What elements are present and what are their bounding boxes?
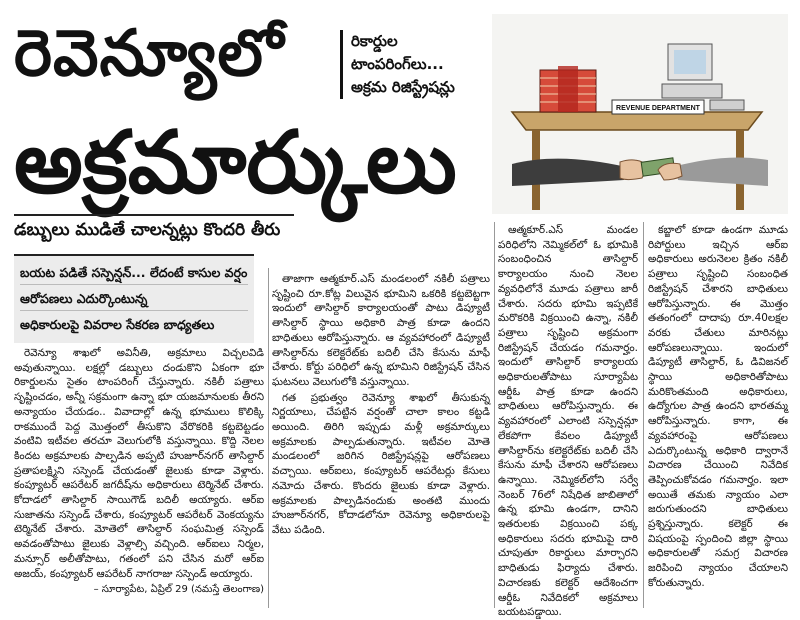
dateline: – సూర్యాపేట, ఏప్రిల్‌ 29 (నమస్తే తెలంగాణ) — [93, 584, 264, 596]
highlight-box — [14, 254, 254, 343]
headline-line-2: అక్రమార్కులు — [14, 113, 457, 213]
article-paragraph: రెవెన్యూ శాఖలో అవినీతి, అక్రమాలు విచ్చలవిడి అవుతున్నాయి. లక్షల్లో డబ్బులు దండుకొని ఏకంగా భూ రికార్డులను సైతం టాంపరింగ్‌ చేస్తున్నారు. నకిలీ పత్రాలు సృష్టించడం, అన్నీ సక్రమంగా ఉన్నా భూ యజమానులకు తీరని అన్యాయం చేయడం.. వివాదాల్లో ఉన్న భూములు కొలిక్కి రాకముందే పెద్ద మొత్తంలో తీసుకొని వేరొకరికి కట్టబెట్టడం వంటివి ఇటీవల తరచూ వెలుగులోకి వస్తున్నాయి. కొద్ది నెలల కిందట అక్రమాలకు పాల్పడిన అప్పటి హుజూర్‌నగర్‌ తాసిల్దార్‌ ప్రతాపలక్ష్మిని సస్పెండ్‌ చేయడంతో జైలుకు కూడా వెళ్లారు. కంప్యూటర్‌ ఆపరేటర్‌ జగదీష్‌ను అధికారులు టెర్మినేట్‌ చేశారు. కోదాడలో తాసిల్దార్‌ సాయిగౌడ్‌ బదిలీ అయ్యారు. ఆర్‌ఐ సుజాతను సస్పెండ్‌ చేశారు, కంప్యూటర్‌ ఆపరేటర్‌ వెంకయ్యను టెర్మినేట్‌ చేశారు. మోతెలో తాసిల్దార్‌ సంఘమిత్ర సస్పెండ్‌ అవడంతోపాటు జైలుకు వెళ్లాల్సి వచ్చింది. ఆర్‌ఐలు నిర్మల, మన్సూర్‌ అలీతోపాటు, గతంలో పని చేసిన మరో ఆర్‌ఐ అజయ్‌, కంప్యూటర్‌ ఆపరేటర్‌ నాగరాజు సస్పెండ్‌ అయ్యారు. — [14, 347, 264, 580]
highlight-line-3: అధికారులపై వివరాల సేకరణ బాధ్యతలు — [20, 317, 215, 332]
column-divider — [494, 222, 495, 608]
subheadline: డబ్బులు ముడితే చాలన్నట్లు కొందరి తీరు — [14, 220, 280, 244]
side-deck-line-1: రికార్డుల — [351, 32, 398, 50]
highlight-line-1: బయట పడితే సస్పెన్షన్‌... లేదంటే కాసుల వర్షం — [20, 262, 248, 285]
bribe-under-table-icon — [492, 14, 788, 214]
article-column-3 — [498, 223, 638, 619]
article-paragraph: గత ప్రభుత్వం రెవెన్యూ శాఖలో తీసుకున్న నిర్ణయాలు, చేపట్టిన వర్షంతో చాలా కాలం కట్టడి అయింది. తిరిగి ఇప్పుడు మళ్లీ అక్రమార్కులు అక్రమాలకు పాల్పడుతున్నారు. ఇటీవల మోతె మండలంలో జరిగిన రిజిస్ట్రేషన్లపై ఆరోపణలు వచ్చాయి. ఆర్‌ఐలు, కంప్యూటర్‌ ఆపరేటర్లు కేసులు నమోదు చేశారు. కొందరు జైలుకు కూడా వెళ్లారు. అక్రమాలకు పాల్పడినందుకు అంతటి ముందు హుజూర్‌నగర్‌, కోదాడలోనూ రెవెన్యూ అధికారులపై వేటు పడింది. — [272, 391, 490, 536]
article-column-4 — [648, 223, 788, 605]
article-column-1 — [14, 346, 264, 602]
article-column-2 — [272, 272, 490, 602]
column-divider — [268, 268, 269, 608]
article-paragraph: తాజాగా ఆత్మకూర్‌.ఎస్‌ మండలంలో నకిలీ పత్రాలు సృష్టించి రూ.కోట్ల విలువైన భూమిని ఒకరికి కట్టబెట్టగా ఇందులో తాసిల్దార్‌ కార్యాలయంతో పాటు డిప్యూటీ తాసిల్దార్‌ స్థాయి అధికారి పాత్ర కూడా ఉందని బాధితులు ఆరోపిస్తున్నారు. ఆ వ్యవహారంలో డిప్యూటీ తాసిల్దార్‌ను కలెక్టరేట్‌కు బదిలీ చేసి కేసును మాఫీ చేశారు. కోర్టు పరిధిలో ఉన్న భూమిని రిజిస్ట్రేషన్‌ చేసిన ఘటనలు వెలుగులోకి వస్తున్నాయి. — [272, 273, 490, 388]
headline-line-1: రెవెన్యూలో — [14, 17, 285, 91]
highlight-line-2: ఆరోపణలు ఎదుర్కొంటున్న — [20, 288, 248, 311]
sign-text: REVENUE DEPARTMENT — [616, 105, 700, 112]
side-deck-line-2: టాంపరింగ్‌లు... — [351, 55, 444, 73]
side-deck-line-3: అక్రమ రిజిస్ట్రేషన్లు — [351, 78, 455, 96]
article-paragraph: ఆత్మకూర్‌.ఎస్‌ మండల పరిధిలోని నెమ్మికల్‌లో ఓ భూమికి సంబంధించిన తాసిల్దార్‌ కార్యాలయం నుంచి నెలల వ్యవధిలోనే మూడు పత్రాలు జారీ చేశారు. సదరు భూమి ఇప్పటికే మరొకరికి విక్రయించి ఉన్నా, నకిలీ పత్రాలు సృష్టించి అక్రమంగా రిజిస్ట్రేషన్‌ చేయడం గమనార్హం. ఇందులో తాసిల్దార్‌ కార్యాలయ అధికారులతోపాటు సూర్యాపేట ఆర్డీఓ పాత్ర కూడా ఉందని బాధితులు ఆరోపిస్తున్నారు. ఈ వ్యవహారంలో ఎలాంటి సస్పెన్షన్లూ లేకపోగా కేవలం డిప్యూటీ తాసిల్దార్‌ను కలెక్టరేట్‌కు బదిలీ చేసి కేసును మాఫీ చేశారని ఆరోపణలు ఉన్నాయి. నెమ్మికల్‌లోని సర్వే నెంబర్‌ 76లో నిషేధిత జాబితాలో ఉన్న భూమి ఉండగా, దానిని ఇతరులకు విక్రయించి పక్క అధికారులు సదరు భూమిపై దారి చూపుతూ రికార్డులు మార్చారని బాధితుడు ఫిర్యాదు చేశారు. విచారణకు కలెక్టర్‌ ఆదేశించగా ఆర్డీఓ నివేదికలో అక్రమాలు బయటపడ్డాయి. — [498, 224, 638, 619]
article-paragraph: కబ్జాలో కూడా ఉండగా మూడు రిపోర్టులు ఇచ్చిన ఆర్‌ఐ అధికారులు అరునెలల క్రితం నకిలీ పత్రాలు సృష్టించి సంబంధిత రిజిస్ట్రేషన్‌ చేశారని బాధితులు ఆరోపిస్తున్నారు. ఈ మొత్తం తతంగంలో దాదాపు రూ.40లక్షల వరకు చేతులు మారినట్లు ఆరోపణలున్నాయి. ఇందులో డిప్యూటీ తాసిల్దార్‌, ఓ డివిజనల్‌ స్థాయి అధికారితోపాటు మరికొంతమంది అధికారులు, ఉద్యోగుల పాత్ర ఉందని భారతమ్మ ఆరోపిస్తున్నారు. కాగా, ఈ వ్యవహారంపై ఆరోపణలు ఎదుర్కొంటున్న అధికారి ద్వారానే విచారణ చేయించి నివేదిక తెప్పించుకోవడం గమనార్హం. ఇలా అయితే తమకు న్యాయం ఎలా జరుగుతుందని బాధితులు ప్రశ్నిస్తున్నారు. కలెక్టర్‌ ఈ విషయంపై స్పందించి జిల్లా స్థాయి అధికారులతో సమగ్ర విచారణ జరిపించి న్యాయం చేయాలని కోరుతున్నారు. — [648, 224, 788, 589]
column-divider — [643, 222, 644, 608]
side-deck — [340, 30, 455, 99]
